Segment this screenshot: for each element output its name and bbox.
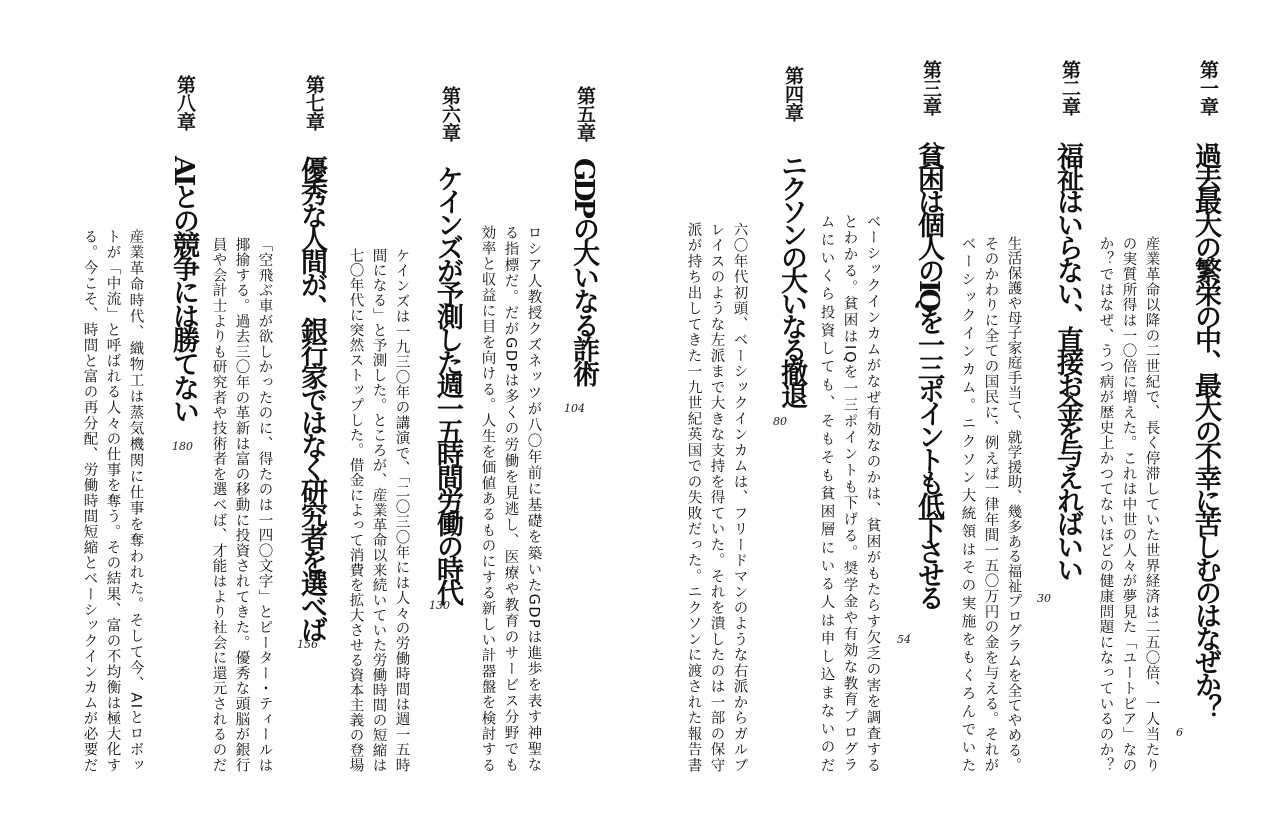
chapter-7-summary-line: 「空飛ぶ車が欲しかったのに、得たのは一四〇文字」とピーター・ティールは (256, 237, 273, 773)
chapter-6-summary-line: 間になる」と予測した。ところが、産業革命以来続いていた労働時間の短縮は (370, 248, 387, 773)
chapter-8-summary-line: トが「中流」と呼ばれる人々の仕事を奪う。その結果、富の不均衡は極大化す (104, 229, 121, 774)
chapter-8-page-number: 180 (172, 440, 193, 453)
chapter-4-summary-line: 六〇年代初頭、ベーシックインカムは、フリードマンのような右派からガルブ (731, 222, 748, 774)
chapter-1-summary-line: か？ではなぜ、うつ病が歴史上かつてないほどの健康問題になっているのか？ (1097, 236, 1114, 773)
chapter-5-label: 第五章 (574, 86, 596, 142)
chapter-4-summary-line: レイスのような左派まで大きな支持を得ていた。それを潰したのは一部の保守 (708, 222, 725, 774)
chapter-3-label: 第三章 (920, 60, 942, 116)
chapter-6-page-number: 130 (429, 599, 450, 612)
chapter-6-summary-line: 七〇年代に突然ストップした。借金によって消費を拡大させる資本主義の登場 (347, 248, 364, 773)
chapter-2-summary-line: ベーシックインカム。ニクソン大統領はその実施をもくろんでいた (959, 236, 976, 776)
chapter-3-summary-line: ベーシックインカムがなぜ有効なのかは、貧困がもたらす欠乏の害を調査する (864, 214, 881, 774)
chapter-3-title: 貧困は個人のIQを一三ポイントも低下させる (913, 142, 944, 608)
chapter-6-summary-line: ケインズは一九三〇年の講演で、「二〇三〇年には人々の労働時間は週一五時 (393, 248, 410, 773)
chapter-1-label: 第一章 (1197, 60, 1219, 116)
chapter-3-summary-line: ムにいくら投資しても、そもそも貧困層にいる人は申し込まないのだ (818, 214, 835, 776)
chapter-7-summary-line: 員や会計士よりも研究者や技術者を選べば、才能はより社会に還元されるのだ (210, 237, 227, 773)
chapter-8-summary-line: 産業革命時代、織物工は蒸気機関に仕事を奪われた。そして今、AIとロボッ (127, 229, 144, 774)
chapter-7-summary-line: 揶揄する。過去三〇年の革新は富の移動に投資されてきた。優秀な頭脳が銀行 (233, 237, 250, 773)
chapter-2-title: 福祉はいらない、直接お金を与えればいい (1052, 142, 1083, 579)
chapter-5-summary-line: ロシア人教授クズネッツが八〇年前に基礎を築いたGDPは進歩を表す神聖な (525, 225, 542, 774)
chapter-5-summary-line: る指標だ。だがGDPは多くの労働を見逃し、医療や教育のサービス分野でも (502, 225, 519, 774)
chapter-1-summary-line: の実質所得は一〇倍に増えた。これは中世の人々が夢見た「ユートピア」なの (1120, 236, 1137, 773)
chapter-8-summary-line: る。今こそ、時間と富の再分配、労働時間短縮とベーシックインカムが必要だ (81, 229, 98, 774)
chapter-3-page-number: 54 (897, 633, 911, 646)
chapter-2-label: 第二章 (1059, 60, 1081, 116)
chapter-6-title: ケインズが予測した週一五時間労働の時代 (432, 165, 463, 602)
chapter-7-title: 優秀な人間が、銀行家ではなく研究者を選べば (296, 156, 327, 639)
chapter-5-page-number: 104 (564, 402, 585, 415)
chapter-2-summary-line: そのかわりに全ての国民に、例えば一律年間一五〇万円の金を与える。それが (982, 236, 999, 773)
chapter-2-summary-line: 生活保護や母子家庭手当て、就学援助、幾多ある福祉プログラムを全てやめる。 (1005, 236, 1022, 773)
chapter-7-page-number: 156 (297, 638, 318, 651)
chapter-3-summary-line: とわかる。貧困はIQを一三ポイントも下げる。奨学金や有効な教育プログラ (841, 214, 858, 774)
chapter-2-page-number: 30 (1037, 592, 1051, 605)
chapter-4-label: 第四章 (782, 66, 804, 122)
chapter-1-title: 過去最大の繁栄の中、最大の不幸に苦しむのはなぜか？ (1190, 142, 1221, 717)
chapter-7-label: 第七章 (303, 75, 325, 131)
chapter-4-page-number: 80 (773, 415, 787, 428)
chapter-1-summary-line: 産業革命以降の二世紀で、長く停滞していた世界経済は二五〇倍、一人当たり (1143, 236, 1160, 773)
chapter-4-title: ニクソンの大いなる撤退 (776, 152, 807, 405)
chapter-8-label: 第八章 (174, 75, 196, 131)
chapter-5-summary-line: 効率と収益に目を向ける。人生を価値あるものにする新しい計器盤を検討する (479, 225, 496, 774)
chapter-5-title: GDPの大いなる詐術 (568, 158, 599, 385)
chapter-4-summary-line: 派が持ち出してきた一九世紀英国での失敗だった。ニクソンに渡された報告書 (685, 222, 702, 774)
chapter-1-page-number: 6 (1176, 726, 1183, 739)
chapter-8-title: AIとの競争には勝てない (168, 156, 199, 422)
chapter-6-label: 第六章 (439, 86, 461, 142)
